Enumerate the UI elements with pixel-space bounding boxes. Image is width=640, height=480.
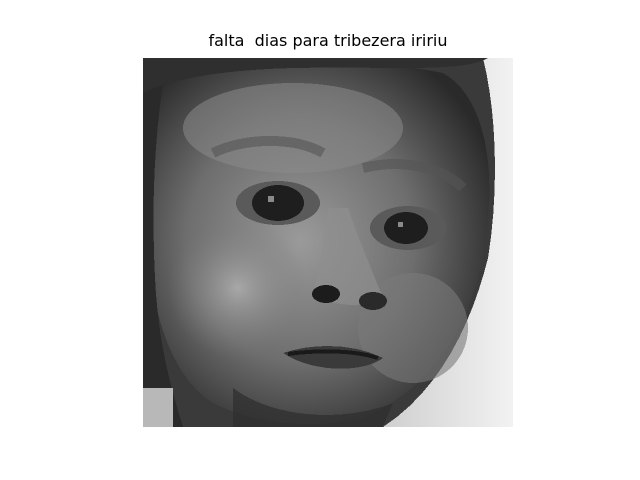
left-eye <box>252 185 304 221</box>
grayscale-face-image <box>143 58 513 427</box>
bottom-left-light-patch <box>143 388 173 427</box>
right-eye-glint <box>398 222 403 227</box>
figure-title: falta dias para tribezera iririu <box>208 31 448 50</box>
left-eye-glint <box>268 196 274 202</box>
left-nostril <box>312 285 340 303</box>
forehead-highlight <box>183 83 403 173</box>
right-nostril <box>359 292 387 310</box>
left-cheek-highlight <box>168 218 308 358</box>
right-eye <box>384 212 428 244</box>
